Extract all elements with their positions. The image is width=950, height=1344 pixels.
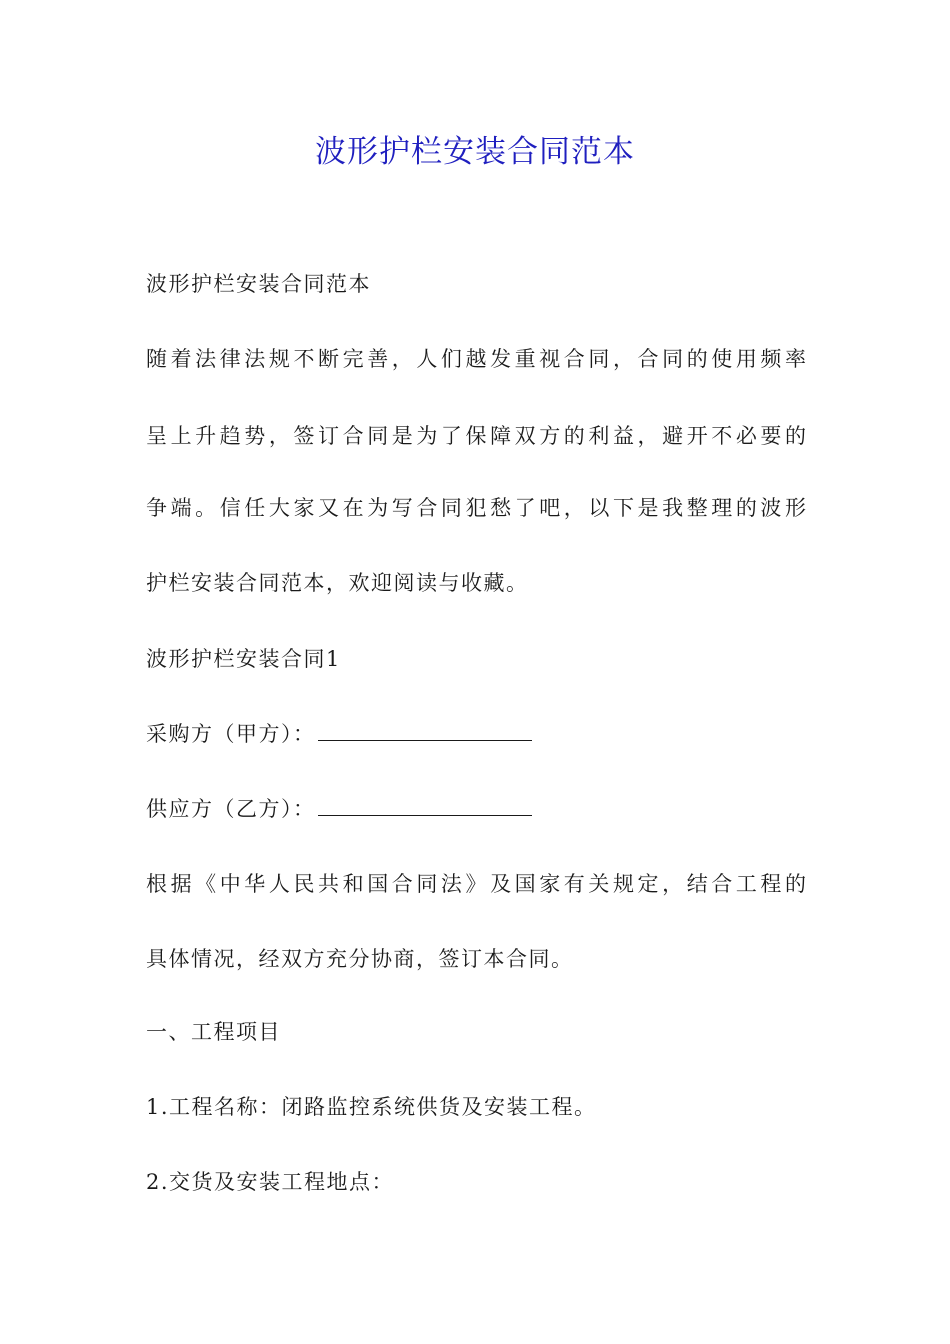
intro-line-4: 护栏安装合同范本，欢迎阅读与收藏。 xyxy=(146,571,529,595)
basis-line-1: 根据《中华人民共和国合同法》及国家有关规定，结合工程的 xyxy=(146,872,806,896)
basis-line-2: 具体情况，经双方充分协商，签订本合同。 xyxy=(146,947,574,971)
party-b-label: 供应方（乙方）： xyxy=(146,797,316,821)
item-2: 2.交货及安装工程地点： xyxy=(146,1170,395,1194)
contract-heading: 波形护栏安装合同1 xyxy=(146,647,341,671)
document-subtitle: 波形护栏安装合同范本 xyxy=(146,272,371,296)
party-a-blank-field[interactable] xyxy=(318,720,532,741)
document-title: 波形护栏安装合同范本 xyxy=(315,134,635,170)
party-a-label: 采购方（甲方）： xyxy=(146,722,316,746)
party-b-row xyxy=(146,795,806,823)
item-1: 1.工程名称：闭路监控系统供货及安装工程。 xyxy=(146,1095,597,1119)
section-1-heading: 一、工程项目 xyxy=(146,1020,281,1044)
intro-line-3: 争端。信任大家又在为写合同犯愁了吧，以下是我整理的波形 xyxy=(146,496,806,520)
intro-line-1: 随着法律法规不断完善，人们越发重视合同，合同的使用频率 xyxy=(146,347,806,371)
party-a-row xyxy=(146,720,806,748)
party-b-blank-field[interactable] xyxy=(318,795,532,816)
intro-line-2: 呈上升趋势，签订合同是为了保障双方的利益，避开不必要的 xyxy=(146,424,806,448)
